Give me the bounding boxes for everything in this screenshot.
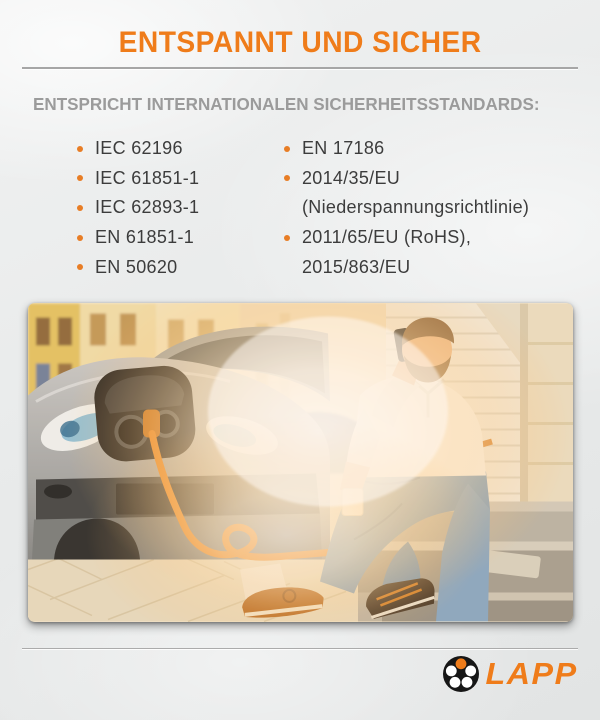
list-line-continuation: [284, 252, 529, 282]
bullet-icon: [284, 146, 290, 152]
page-title-text: ENTSPANNT UND SICHER: [118, 26, 482, 59]
list-item: [77, 164, 199, 194]
bullet-icon: [77, 175, 83, 181]
page-title: [0, 26, 600, 60]
standard-label: 2015/863/EU: [302, 256, 411, 277]
footer-divider: [22, 648, 578, 649]
list-line: [284, 223, 529, 253]
standard-label: IEC 62893-1: [95, 197, 200, 218]
list-item: [284, 223, 529, 282]
standard-label: EN 17186: [302, 138, 385, 159]
standard-label: 2011/65/EU (RoHS),: [302, 227, 472, 248]
list-line-continuation: [284, 193, 529, 223]
bullet-icon: [284, 235, 290, 241]
hero-photo-illustration: [28, 303, 573, 622]
bullet-icon: [77, 146, 83, 152]
list-item: [77, 134, 199, 164]
list-line: [284, 134, 529, 164]
standard-label: (Niederspannungsrichtlinie): [302, 197, 530, 218]
standard-label: EN 61851-1: [95, 227, 195, 248]
title-divider: [22, 67, 578, 69]
standards-list-right: [284, 134, 529, 282]
cable-cross-section-icon: [442, 655, 480, 693]
lapp-logo-text: LAPP: [485, 656, 578, 691]
lapp-logo: [442, 654, 578, 694]
standard-label: 2014/35/EU: [302, 167, 401, 188]
hero-photo: [28, 303, 573, 622]
list-item: [284, 134, 529, 164]
bullet-icon: [77, 264, 83, 270]
bullet-icon: [77, 205, 83, 211]
standard-label: IEC 61851-1: [95, 167, 200, 188]
list-item: [284, 164, 529, 223]
standards-list-left: [77, 134, 199, 282]
list-item: [77, 252, 199, 282]
standard-label: EN 50620: [95, 256, 178, 277]
list-line: [284, 164, 529, 194]
standard-label: IEC 62196: [95, 138, 183, 159]
page-subtitle: ENTSPRICHT INTERNATIONALEN SICHERHEITSSTANDARDS:: [33, 94, 540, 114]
list-item: [77, 223, 199, 253]
bullet-icon: [77, 235, 83, 241]
list-item: [77, 193, 199, 223]
bullet-icon: [284, 175, 290, 181]
sun-flare: [28, 303, 573, 622]
